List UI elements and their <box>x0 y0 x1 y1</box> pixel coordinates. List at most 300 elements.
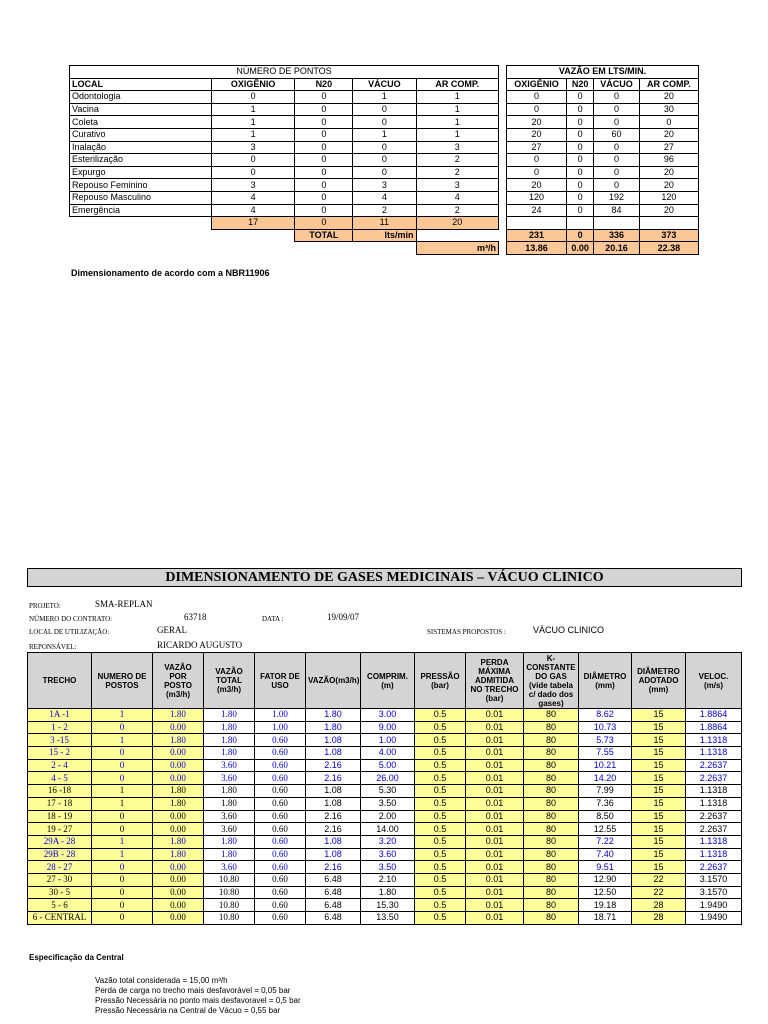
dimensioning-cell: 19.18 <box>579 899 632 912</box>
dimensioning-cell: 1.8864 <box>686 709 742 722</box>
flow-row <box>507 103 699 116</box>
flow-column-header: VÁCUO <box>594 78 639 91</box>
dimensioning-cell: 0.01 <box>466 747 524 760</box>
spacer <box>70 229 212 242</box>
dimensioning-row <box>28 848 742 861</box>
flow-cell: 120 <box>507 191 567 204</box>
dimensioning-cell: 80 <box>524 772 579 785</box>
dimensioning-cell: 10.80 <box>204 912 255 925</box>
dimensioning-cell: 80 <box>524 835 579 848</box>
dimensioning-cell: 3.60 <box>204 772 255 785</box>
dimensioning-cell: 1.80 <box>204 709 255 722</box>
dimensioning-cell: 0.5 <box>415 772 466 785</box>
dimensioning-cell: 10.73 <box>579 721 632 734</box>
points-row <box>70 103 499 116</box>
dimensioning-cell: 0.00 <box>153 810 204 823</box>
points-cell: 0 <box>353 116 416 129</box>
dimensioning-row <box>28 734 742 747</box>
dimensioning-cell: 13.50 <box>361 912 415 925</box>
dimensioning-cell: 2.2637 <box>686 823 742 836</box>
flow-cell: 0 <box>594 179 639 192</box>
dimensioning-row <box>28 747 742 760</box>
flow-total-m3h-cell: 20.16 <box>594 242 639 255</box>
dimensioning-cell: 0.01 <box>466 759 524 772</box>
points-row <box>70 179 499 192</box>
dimensioning-cell: 2.00 <box>361 810 415 823</box>
flow-cell: 20 <box>639 128 698 141</box>
dimensioning-cell: 1 <box>92 835 153 848</box>
dimensioning-cell: 1.1318 <box>686 835 742 848</box>
dimensioning-cell: 3.00 <box>361 709 415 722</box>
dimensioning-cell: 29B - 28 <box>28 848 92 861</box>
dimensioning-cell: 0 <box>92 810 153 823</box>
dimensioning-row <box>28 709 742 722</box>
dimensioning-cell: 0 <box>92 759 153 772</box>
points-cell: 0 <box>353 141 416 154</box>
dimensioning-cell: 1.80 <box>204 797 255 810</box>
dimensioning-row <box>28 873 742 886</box>
dimensioning-cell: 1.00 <box>255 709 306 722</box>
empty-cell <box>567 217 594 230</box>
dimensioning-cell: 1.80 <box>153 709 204 722</box>
dimensioning-cell: 1 <box>92 785 153 798</box>
points-total-cell: 20 <box>416 217 499 230</box>
flow-cell: 0 <box>594 166 639 179</box>
points-cell: 3 <box>416 141 499 154</box>
dimensioning-cell: 1 - 2 <box>28 721 92 734</box>
dimensioning-cell: 0.00 <box>153 912 204 925</box>
dimensioning-cell: 0.5 <box>415 747 466 760</box>
spacer <box>70 242 212 255</box>
flow-cell: 120 <box>639 191 698 204</box>
dimensioning-cell: 6.48 <box>306 873 361 886</box>
m3h-label: m³/h <box>416 242 499 255</box>
dimensioning-cell: 0.00 <box>153 747 204 760</box>
points-row <box>70 128 499 141</box>
dimensioning-cell: 0.00 <box>153 873 204 886</box>
dimensioning-cell: 3 -15 <box>28 734 92 747</box>
flow-total-m3h-cell: 13.86 <box>507 242 567 255</box>
points-cell: 1 <box>211 128 295 141</box>
dimensioning-cell: 14.20 <box>579 772 632 785</box>
flow-cell: 27 <box>507 141 567 154</box>
flow-cell: 0 <box>567 154 594 167</box>
points-row <box>70 141 499 154</box>
dimensioning-cell: 3.50 <box>361 797 415 810</box>
dimensioning-cell: 80 <box>524 886 579 899</box>
dimensioning-cell: 80 <box>524 861 579 874</box>
points-cell: 4 <box>353 191 416 204</box>
responsavel-value: RICARDO AUGUSTO <box>157 640 243 650</box>
points-cell: 0 <box>295 204 353 217</box>
dimensioning-cell: 0 <box>92 823 153 836</box>
dimensioning-cell: 3.1570 <box>686 873 742 886</box>
points-total-cell: 0 <box>295 217 353 230</box>
dimensioning-cell: 7.36 <box>579 797 632 810</box>
sistemas-label: SISTEMAS PROPOSTOS : <box>427 628 506 636</box>
dimensioning-cell: 15 <box>632 848 686 861</box>
dimensioning-cell: 2.16 <box>306 861 361 874</box>
points-cell: 0 <box>211 91 295 104</box>
dimensioning-cell: 0.01 <box>466 823 524 836</box>
dimensioning-cell: 0.00 <box>153 823 204 836</box>
dimensioning-column-header: PERDA MÁXIMA ADMITIDA NO TRECHO (bar) <box>466 653 524 709</box>
dimensioning-cell: 0.60 <box>255 861 306 874</box>
flow-cell: 0 <box>507 91 567 104</box>
points-table <box>69 65 499 255</box>
dimensioning-cell: 0.60 <box>255 873 306 886</box>
flow-cell: 20 <box>639 179 698 192</box>
flow-row <box>507 128 699 141</box>
points-total-cell: 11 <box>353 217 416 230</box>
dimensioning-cell: 1.80 <box>204 747 255 760</box>
dimensioning-cell: 0.5 <box>415 759 466 772</box>
dimensioning-cell: 1.80 <box>153 734 204 747</box>
flow-cell: 0 <box>594 103 639 116</box>
dimensioning-cell: 0.00 <box>153 772 204 785</box>
points-cell: 2 <box>416 166 499 179</box>
dimensioning-row <box>28 835 742 848</box>
points-cell: 0 <box>295 191 353 204</box>
points-cell: 3 <box>211 141 295 154</box>
points-cell: 0 <box>295 166 353 179</box>
points-cell: 0 <box>295 128 353 141</box>
dimensioning-cell: 0.60 <box>255 785 306 798</box>
dimensioning-cell: 1.08 <box>306 797 361 810</box>
dimensioning-column-header: DIÂMETRO ADOTADO (mm) <box>632 653 686 709</box>
points-cell: Repouso Feminino <box>70 179 212 192</box>
dimensioning-cell: 0.60 <box>255 823 306 836</box>
dimensioning-cell: 80 <box>524 823 579 836</box>
dimensioning-cell: 26.00 <box>361 772 415 785</box>
dimensioning-cell: 2.2637 <box>686 861 742 874</box>
dimensioning-cell: 0.01 <box>466 810 524 823</box>
dimensioning-column-header: VELOC. (m/s) <box>686 653 742 709</box>
dimensioning-cell: 1.80 <box>204 835 255 848</box>
dimensioning-cell: 0.60 <box>255 759 306 772</box>
dimensioning-cell: 5.00 <box>361 759 415 772</box>
dimensioning-cell: 80 <box>524 797 579 810</box>
dimensioning-cell: 0.5 <box>415 912 466 925</box>
flow-cell: 0 <box>567 191 594 204</box>
points-row <box>70 166 499 179</box>
projeto-value: SMA-REPLAN <box>95 599 153 609</box>
dimensioning-cell: 0.01 <box>466 861 524 874</box>
dimensioning-row <box>28 861 742 874</box>
dimensioning-row <box>28 912 742 925</box>
dimensioning-cell: 12.55 <box>579 823 632 836</box>
dimensioning-cell: 3.50 <box>361 861 415 874</box>
responsavel-label: REPONSÁVEL: <box>29 643 77 651</box>
points-totals-row <box>70 217 499 230</box>
contrato-label: NÚMERO DO CONTRATO: <box>29 615 113 623</box>
flow-cell: 0 <box>594 91 639 104</box>
dimensioning-cell: 1.1318 <box>686 747 742 760</box>
dimensioning-cell: 1.1318 <box>686 797 742 810</box>
points-row <box>70 91 499 104</box>
dimensioning-cell: 15 <box>632 747 686 760</box>
dimensioning-cell: 7.55 <box>579 747 632 760</box>
spacer <box>353 242 416 255</box>
dimensioning-row <box>28 886 742 899</box>
dimensioning-cell: 8.62 <box>579 709 632 722</box>
dimensioning-cell: 7.99 <box>579 785 632 798</box>
points-cell: 3 <box>416 179 499 192</box>
dimensioning-cell: 12.90 <box>579 873 632 886</box>
dimensioning-cell: 1.80 <box>306 721 361 734</box>
points-cell: 2 <box>353 204 416 217</box>
dimensioning-row <box>28 899 742 912</box>
dimensioning-cell: 0.5 <box>415 861 466 874</box>
dimensioning-column-header: DIÂMETRO (mm) <box>579 653 632 709</box>
dimensioning-cell: 0.60 <box>255 747 306 760</box>
dimensioning-table <box>27 652 742 925</box>
spec-line: Vazão total considerada = 15,00 m³/h <box>95 976 228 985</box>
dimensioning-column-header: NUMERO DE POSTOS <box>92 653 153 709</box>
total-label: TOTAL <box>295 229 353 242</box>
dimensioning-cell: 9.00 <box>361 721 415 734</box>
dimensioning-row <box>28 797 742 810</box>
dimensioning-cell: 0.5 <box>415 785 466 798</box>
dimensioning-cell: 80 <box>524 899 579 912</box>
dimensioning-cell: 3.60 <box>204 810 255 823</box>
dimensioning-cell: 0.5 <box>415 899 466 912</box>
flow-cell: 24 <box>507 204 567 217</box>
dimensioning-cell: 0.5 <box>415 835 466 848</box>
dimensioning-row <box>28 823 742 836</box>
points-column-header: N20 <box>295 78 353 91</box>
flow-cell: 20 <box>507 179 567 192</box>
dimensioning-cell: 0.01 <box>466 734 524 747</box>
dimensioning-cell: 0.60 <box>255 848 306 861</box>
flow-row <box>507 141 699 154</box>
dimensioning-cell: 2 - 4 <box>28 759 92 772</box>
flow-cell: 0 <box>507 103 567 116</box>
dimensioning-cell: 1.80 <box>204 785 255 798</box>
dimensioning-cell: 1.08 <box>306 785 361 798</box>
flow-row <box>507 116 699 129</box>
projeto-label: PROJETO: <box>29 602 61 610</box>
dimensioning-cell: 15 <box>632 835 686 848</box>
dimensioning-cell: 6 - CENTRAL <box>28 912 92 925</box>
points-column-header: LOCAL <box>70 78 212 91</box>
dimensioning-cell: 80 <box>524 747 579 760</box>
dimensioning-cell: 8.50 <box>579 810 632 823</box>
points-group-header: NÚMERO DE PONTOS <box>70 66 499 79</box>
data-label: DATA : <box>262 615 284 623</box>
dimensioning-row <box>28 772 742 785</box>
dimensioning-cell: 29A - 28 <box>28 835 92 848</box>
points-lts-row <box>70 229 499 242</box>
local-value: GERAL <box>157 625 187 635</box>
flow-total-lts-row <box>507 229 699 242</box>
spec-line: Pressão Necessária na Central de Vácuo = 0,55 bar <box>95 1006 281 1015</box>
dimensioning-cell: 0.5 <box>415 848 466 861</box>
flow-cell: 0 <box>567 179 594 192</box>
dimensioning-cell: 1.1318 <box>686 848 742 861</box>
dimensioning-cell: 7.22 <box>579 835 632 848</box>
dimensioning-cell: 0 <box>92 899 153 912</box>
dimensioning-cell: 1.08 <box>306 734 361 747</box>
dimensioning-cell: 0 <box>92 873 153 886</box>
points-cell: 0 <box>353 103 416 116</box>
dimensioning-cell: 80 <box>524 709 579 722</box>
points-row <box>70 191 499 204</box>
points-cell: Inalação <box>70 141 212 154</box>
points-cell: 1 <box>416 128 499 141</box>
flow-cell: 20 <box>639 166 698 179</box>
dimensioning-cell: 0.5 <box>415 810 466 823</box>
points-cell: 0 <box>295 91 353 104</box>
spacer <box>211 242 295 255</box>
dimensioning-cell: 10.80 <box>204 886 255 899</box>
dimensioning-cell: 10.80 <box>204 899 255 912</box>
dimensioning-cell: 2.16 <box>306 810 361 823</box>
flow-cell: 0 <box>567 166 594 179</box>
flow-cell: 0 <box>567 204 594 217</box>
flow-table <box>506 65 699 255</box>
flow-cell: 0 <box>594 154 639 167</box>
dimensioning-cell: 0 <box>92 721 153 734</box>
points-cell: Odontologia <box>70 91 212 104</box>
dimensioning-cell: 2.10 <box>361 873 415 886</box>
dimensioning-cell: 0.00 <box>153 899 204 912</box>
dimensioning-cell: 4 - 5 <box>28 772 92 785</box>
dimensioning-cell: 0.01 <box>466 899 524 912</box>
dimensioning-cell: 2.2637 <box>686 772 742 785</box>
dimensioning-cell: 0.00 <box>153 886 204 899</box>
dimensioning-cell: 3.1570 <box>686 886 742 899</box>
dimensioning-cell: 3.60 <box>204 861 255 874</box>
points-m3h-row <box>70 242 499 255</box>
dimensioning-cell: 1.80 <box>361 886 415 899</box>
flow-cell: 0 <box>567 116 594 129</box>
flow-cell: 0 <box>594 141 639 154</box>
flow-header-row <box>507 78 699 91</box>
flow-row <box>507 204 699 217</box>
dimensioning-cell: 0.01 <box>466 848 524 861</box>
dimensioning-cell: 0.60 <box>255 886 306 899</box>
flow-cell: 84 <box>594 204 639 217</box>
dimensioning-cell: 0 <box>92 912 153 925</box>
points-cell: 1 <box>416 91 499 104</box>
dimensioning-cell: 0 <box>92 772 153 785</box>
flow-column-header: OXIGÊNIO <box>507 78 567 91</box>
flow-column-header: N20 <box>567 78 594 91</box>
points-cell: 3 <box>211 179 295 192</box>
flow-cell: 60 <box>594 128 639 141</box>
dimensioning-column-header: VAZÃO(m3/h) <box>306 653 361 709</box>
dimensioning-cell: 6.48 <box>306 886 361 899</box>
flow-total-lts-cell: 231 <box>507 229 567 242</box>
dimensioning-cell: 2.2637 <box>686 759 742 772</box>
dimensioning-cell: 14.00 <box>361 823 415 836</box>
contrato-value: 63718 <box>184 612 207 622</box>
dimensioning-cell: 0.5 <box>415 709 466 722</box>
points-cell: Curativo <box>70 128 212 141</box>
dimensioning-column-header: COMPRIM. (m) <box>361 653 415 709</box>
spec-line: Perda de carga no trecho mais desfavorável = 0,05 bar <box>95 986 291 995</box>
dimensioning-cell: 22 <box>632 873 686 886</box>
flow-row <box>507 91 699 104</box>
dimensioning-cell: 15 <box>632 734 686 747</box>
dimensioning-cell: 0.5 <box>415 734 466 747</box>
spacer <box>295 242 353 255</box>
dimensioning-cell: 0.5 <box>415 797 466 810</box>
flow-cell: 0 <box>507 154 567 167</box>
dimensioning-cell: 22 <box>632 886 686 899</box>
flow-cell: 0 <box>594 116 639 129</box>
flow-cell: 192 <box>594 191 639 204</box>
spec-line: Pressão Necessária no ponto mais desfavoravel = 0,5 bar <box>95 996 301 1005</box>
dimensioning-cell: 0.5 <box>415 823 466 836</box>
flow-cell: 20 <box>507 116 567 129</box>
points-cell: 1 <box>353 128 416 141</box>
dimensioning-cell: 80 <box>524 785 579 798</box>
flow-column-header: AR COMP. <box>639 78 698 91</box>
dimensioning-cell: 18.71 <box>579 912 632 925</box>
dimensioning-cell: 0.01 <box>466 721 524 734</box>
dimensioning-cell: 15 <box>632 759 686 772</box>
points-column-header: OXIGÊNIO <box>211 78 295 91</box>
dimensioning-column-header: TRECHO <box>28 653 92 709</box>
flow-cell: 0 <box>567 103 594 116</box>
dimensioning-cell: 0.01 <box>466 785 524 798</box>
points-cell: 1 <box>211 116 295 129</box>
flow-total-lts-cell: 336 <box>594 229 639 242</box>
flow-cell: 96 <box>639 154 698 167</box>
flow-cell: 20 <box>507 128 567 141</box>
dimensioning-cell: 0.01 <box>466 886 524 899</box>
dimensioning-cell: 18 - 19 <box>28 810 92 823</box>
dimensioning-cell: 15 - 2 <box>28 747 92 760</box>
points-cell: Coleta <box>70 116 212 129</box>
lts-label: lts/min <box>353 229 416 242</box>
dimensioning-cell: 3.60 <box>204 823 255 836</box>
dimensioning-cell: 3.60 <box>204 759 255 772</box>
dimensioning-cell: 1.00 <box>255 721 306 734</box>
dimensioning-cell: 9.51 <box>579 861 632 874</box>
points-cell: 4 <box>211 204 295 217</box>
dimensioning-cell: 0.01 <box>466 797 524 810</box>
points-cell: 1 <box>416 103 499 116</box>
points-cell: 4 <box>416 191 499 204</box>
dimensioning-cell: 0.60 <box>255 797 306 810</box>
points-cell: 0 <box>295 141 353 154</box>
points-cell: Vacina <box>70 103 212 116</box>
dimensioning-cell: 1.9490 <box>686 899 742 912</box>
dimensioning-cell: 0.60 <box>255 912 306 925</box>
flow-row <box>507 191 699 204</box>
dimensioning-cell: 1.80 <box>204 848 255 861</box>
dimensioning-cell: 1 <box>92 848 153 861</box>
dimensioning-cell: 15 <box>632 772 686 785</box>
points-cell: Esterilização <box>70 154 212 167</box>
points-column-header: AR COMP. <box>416 78 499 91</box>
dimensioning-cell: 80 <box>524 759 579 772</box>
points-cell: 0 <box>295 179 353 192</box>
flow-cell: 27 <box>639 141 698 154</box>
dimensioning-row <box>28 759 742 772</box>
dimensioning-cell: 1.00 <box>361 734 415 747</box>
dimensioning-cell: 15 <box>632 810 686 823</box>
dimensioning-cell: 0 <box>92 886 153 899</box>
dimensioning-cell: 0.5 <box>415 721 466 734</box>
dimensioning-cell: 15 <box>632 709 686 722</box>
dimensioning-cell: 15 <box>632 797 686 810</box>
dimensioning-cell: 0.60 <box>255 810 306 823</box>
dimensioning-cell: 1.1318 <box>686 734 742 747</box>
